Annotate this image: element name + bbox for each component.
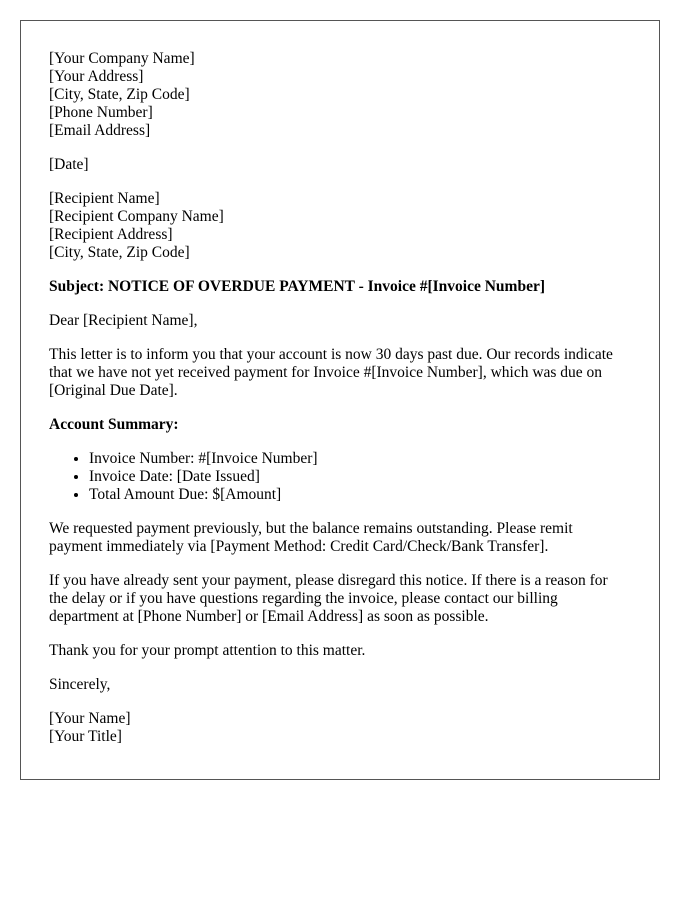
payment-line: We requested payment previously, but the balance remains outstanding. Please remit: [49, 520, 573, 537]
recipient-company: [Recipient Company Name]: [49, 208, 224, 225]
signature-name: [Your Name]: [49, 710, 131, 727]
account-summary-heading-text: Account Summary:: [49, 416, 179, 433]
sender-city-state-zip: [City, State, Zip Code]: [49, 86, 190, 103]
recipient-city-state-zip: [City, State, Zip Code]: [49, 244, 190, 261]
intro-line: This letter is to inform you that your account is now 30 days past due. Our records indicate: [49, 346, 613, 363]
sender-block: [49, 50, 631, 140]
sender-address: [Your Address]: [49, 68, 144, 85]
closing: [49, 676, 631, 694]
sender-phone: [Phone Number]: [49, 104, 153, 121]
contact-line: If you have already sent your payment, please disregard this notice. If there is a reason for: [49, 572, 608, 589]
contact-line: department at [Phone Number] or [Email Address] as soon as possible.: [49, 608, 489, 625]
subject-text: Subject: NOTICE OF OVERDUE PAYMENT - Invoice #[Invoice Number]: [49, 278, 545, 295]
thanks-paragraph: [49, 642, 631, 660]
recipient-block: [49, 190, 631, 262]
account-summary-list: [49, 450, 631, 504]
greeting-text: Dear [Recipient Name],: [49, 312, 198, 329]
thanks-text: Thank you for your prompt attention to this matter.: [49, 642, 366, 659]
recipient-address: [Recipient Address]: [49, 226, 173, 243]
sender-email: [Email Address]: [49, 122, 151, 139]
intro-line: [Original Due Date].: [49, 382, 178, 399]
recipient-name: [Recipient Name]: [49, 190, 160, 207]
sender-company: [Your Company Name]: [49, 50, 195, 67]
signature-block: [49, 710, 631, 746]
summary-item-invoice-date: • Invoice Date: [Date Issued]: [89, 468, 631, 486]
intro-paragraph: [49, 346, 631, 400]
date-block: [49, 156, 631, 174]
signature-title: [Your Title]: [49, 728, 122, 745]
payment-line: payment immediately via [Payment Method: Credit Card/Check/Bank Transfer].: [49, 538, 549, 555]
closing-text: Sincerely,: [49, 676, 111, 693]
letter-date: [Date]: [49, 156, 89, 173]
account-summary-heading: [49, 416, 631, 434]
contact-paragraph: [49, 572, 631, 626]
contact-line: the delay or if you have questions regarding the invoice, please contact our billing: [49, 590, 558, 607]
payment-paragraph: [49, 520, 631, 556]
subject-line: [49, 278, 631, 296]
summary-item-amount-due: • Total Amount Due: $[Amount]: [89, 486, 631, 504]
summary-item-invoice-number: • Invoice Number: #[Invoice Number]: [89, 450, 631, 468]
greeting: [49, 312, 631, 330]
intro-line: that we have not yet received payment for Invoice #[Invoice Number], which was due on: [49, 364, 603, 381]
letter-page: [20, 20, 660, 780]
